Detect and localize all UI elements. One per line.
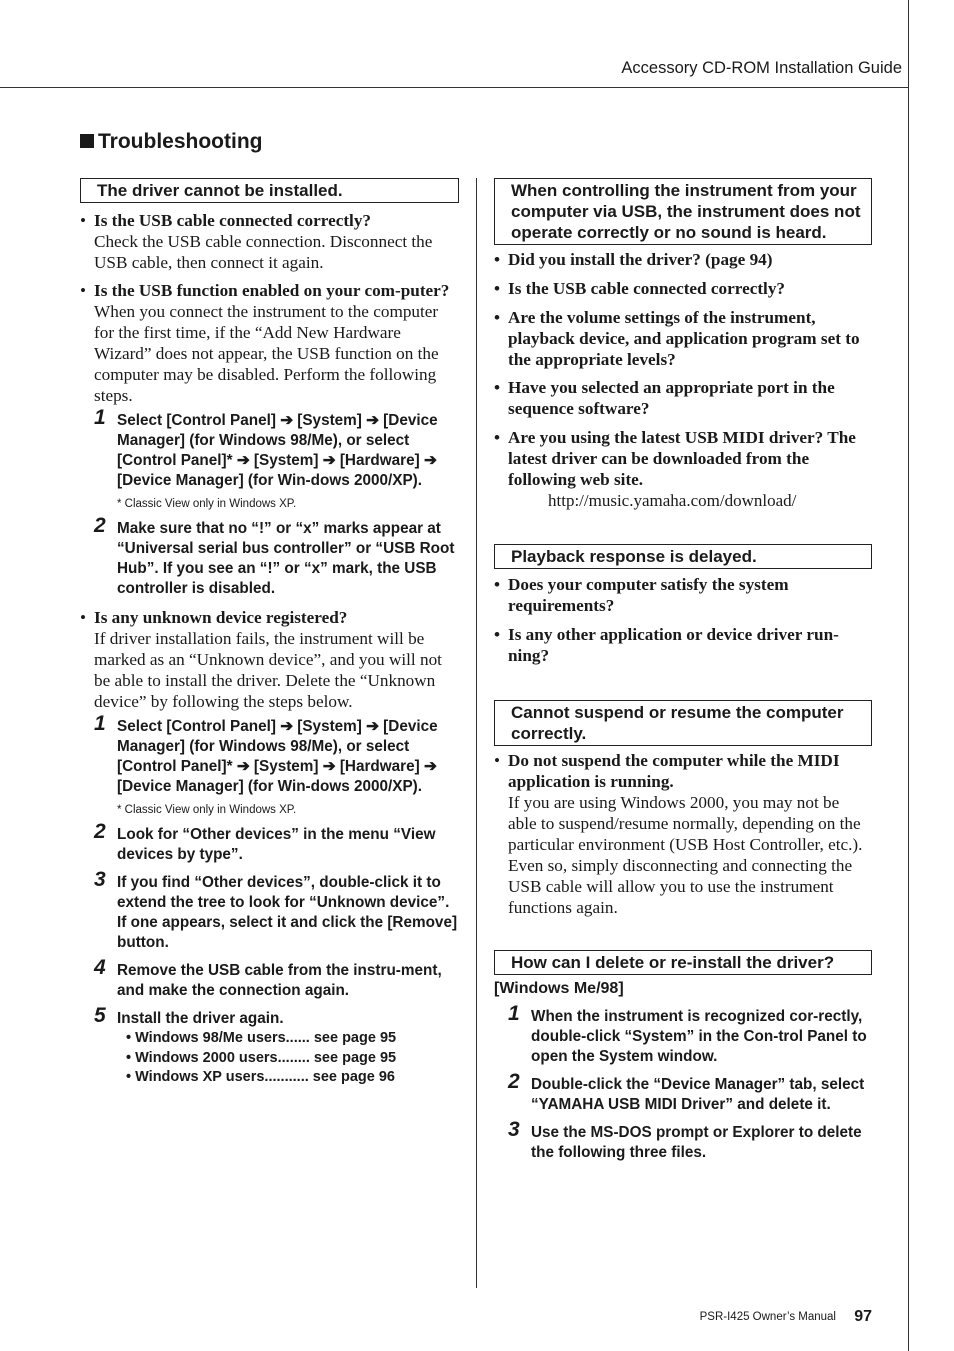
step <box>80 712 459 797</box>
running-header: Accessory CD-ROM Installation Guide <box>621 59 902 77</box>
step <box>80 820 459 865</box>
step <box>80 514 459 599</box>
step <box>80 406 459 491</box>
question: Is the USB cable connected correctly? <box>508 279 786 298</box>
step-text: Install the driver again. <box>117 1010 284 1027</box>
step-text: Double-click the “Device Manager” tab, select “YAMAHA USB MIDI Driver” and delete it. <box>531 1076 865 1113</box>
topic-box-delay: Playback response is delayed. <box>494 544 872 569</box>
question: Do not suspend the computer while the MIDI application is running. <box>508 751 840 791</box>
step <box>494 1118 872 1163</box>
step-number: 2 <box>508 1070 520 1093</box>
question: Is the USB cable connected correctly? <box>94 211 372 230</box>
page-reference: • Windows 98/Me users...... see page 95 <box>126 1030 397 1046</box>
step-number: 3 <box>508 1118 520 1141</box>
footer-manual-name <box>700 1311 872 1323</box>
page-reference: • Windows XP users........... see page 96 <box>126 1069 396 1085</box>
step-number: 1 <box>94 712 106 735</box>
page-number: 97 <box>854 1308 872 1325</box>
qa-item: • Is any unknown device registered? If driver installation fails, the instrument will be marked as an “Unknown device”, and you will not be able to install the driver. Delete the “Unknown device” by following the steps below. <box>80 607 459 712</box>
answer: When you connect the instrument to the computer for the first time, if the “Add New Hardware Wizard” does not appear, the USB function on the computer may be disabled. Perform the following steps. <box>94 302 439 405</box>
question: Is any unknown device registered? <box>94 608 348 627</box>
qa-item: • Is the USB cable connected correctly? Check the USB cable connection. Disconnect the USB cable, then connect it again. <box>80 210 459 273</box>
step-number: 1 <box>94 406 106 429</box>
question-item: • Have you selected an appropriate port in the sequence software? <box>494 378 835 418</box>
manual-name: PSR-I425 Owner’s Manual <box>699 1311 836 1323</box>
step-text: When the instrument is recognized cor-rectly, double-click “System” in the Con-trol Panel to open the System window. <box>531 1008 867 1065</box>
question: Did you install the driver? (page 94) <box>508 250 773 269</box>
question: Are the volume settings of the instrument, playback device, and application program set to the appropriate levels? <box>508 308 860 369</box>
download-url: http://music.yamaha.com/download/ <box>548 491 797 510</box>
step <box>80 1004 459 1029</box>
left-column <box>80 178 459 1088</box>
topic-box-no-sound: When controlling the instrument from your computer via USB, the instrument does not operate correctly or no sound is heard. <box>494 178 872 245</box>
answer: If driver installation fails, the instrument will be marked as an “Unknown device”, and you will not be able to install the driver. Delete the “Unknown device” by following the steps below. <box>94 629 442 711</box>
step <box>494 1070 872 1115</box>
step-number: 3 <box>94 868 106 891</box>
footnote: * Classic View only in Windows XP. <box>117 498 297 510</box>
question: Have you selected an appropriate port in the sequence software? <box>508 378 835 418</box>
step-text: Look for “Other devices” in the menu “View devices by type”. <box>117 826 436 863</box>
question: Does your computer satisfy the system requirements? <box>508 575 789 615</box>
step-number: 1 <box>508 1002 520 1025</box>
question-item: • Are you using the latest USB MIDI driver? The latest driver can be downloaded from the following web site. <box>494 428 856 489</box>
topic-box-suspend: Cannot suspend or resume the computer correctly. <box>494 700 872 746</box>
step <box>80 868 459 953</box>
step-text: If you find “Other devices”, double-click it to extend the tree to look for “Unknown device”. If one appears, select it and click the [Remove] button. <box>117 874 458 951</box>
question-item: • Are the volume settings of the instrument, playback device, and application program set to the appropriate levels? <box>494 308 860 369</box>
step <box>494 1002 872 1067</box>
question-item: • Is the USB cable connected correctly? <box>494 279 786 298</box>
question: Is the USB function enabled on your com-puter? <box>94 281 450 300</box>
column-divider <box>476 178 477 1288</box>
step-number: 2 <box>94 514 106 537</box>
topic-box-driver-install: The driver cannot be installed. <box>80 178 459 203</box>
page-reference: • Windows 2000 users........ see page 95 <box>126 1049 397 1066</box>
step-text: Use the MS-DOS prompt or Explorer to delete the following three files. <box>531 1124 862 1161</box>
step-text: Select [Control Panel] ➔ [System] ➔ [Device Manager] (for Windows 98/Me), or select [Control Panel]* ➔ [System] ➔ [Hardware] ➔ [Device Manager] (for Win-dows 2000/XP). <box>117 718 438 795</box>
right-edge-rule <box>908 0 909 1351</box>
question-item: • Is any other application or device driver run-ning? <box>494 625 839 665</box>
header-rule <box>0 87 909 88</box>
step-text: Select [Control Panel] ➔ [System] ➔ [Device Manager] (for Windows 98/Me), or select [Control Panel]* ➔ [System] ➔ [Hardware] ➔ [Device Manager] (for Win-dows 2000/XP). <box>117 412 438 489</box>
right-column <box>494 178 872 1163</box>
os-subheading: [Windows Me/98] <box>494 980 624 997</box>
step-number: 5 <box>94 1004 106 1027</box>
question-item: • Did you install the driver? (page 94) <box>494 250 773 269</box>
qa-item: • Is the USB function enabled on your com-puter? When you connect the instrument to the computer for the first time, if the “Add New Hardware Wizard” does not appear, the USB function on the computer may be disabled. Perform the following steps. <box>80 280 459 406</box>
step <box>80 956 459 1001</box>
answer: Check the USB cable connection. Disconnect the USB cable, then connect it again. <box>94 232 433 272</box>
question: Is any other application or device driver run-ning? <box>508 625 839 665</box>
topic-box-reinstall: How can I delete or re-install the driver? <box>494 950 872 975</box>
footnote: * Classic View only in Windows XP. <box>117 804 297 816</box>
section-title <box>80 130 262 154</box>
step-number: 4 <box>94 956 106 979</box>
step-text: Make sure that no “!” or “x” marks appear at “Universal serial bus controller” or “USB Root Hub”. If you see an “!” or “x” mark, the USB controller is disabled. <box>117 520 455 597</box>
square-bullet-icon <box>80 134 94 148</box>
step-text: Remove the USB cable from the instru-ment, and make the connection again. <box>117 962 442 999</box>
qa-item: • Do not suspend the computer while the MIDI application is running. If you are using Windows 2000, you may not be able to suspend/resume normally, depending on the particular environment (USB Host Controller, etc.). Even so, simply disconnecting and connecting the USB cable will allow you to use the instrument functions again. <box>494 750 872 918</box>
question: Are you using the latest USB MIDI driver? The latest driver can be downloaded from the following web site. <box>508 428 856 489</box>
step-number: 2 <box>94 820 106 843</box>
section-title-text: Troubleshooting <box>98 130 263 153</box>
question-item: • Does your computer satisfy the system requirements? <box>494 575 789 615</box>
answer: If you are using Windows 2000, you may not be able to suspend/resume normally, depending on the particular environment (USB Host Controller, etc.). Even so, simply disconnecting and connecting the USB cable will allow you to use the instrument functions again. <box>508 793 863 917</box>
